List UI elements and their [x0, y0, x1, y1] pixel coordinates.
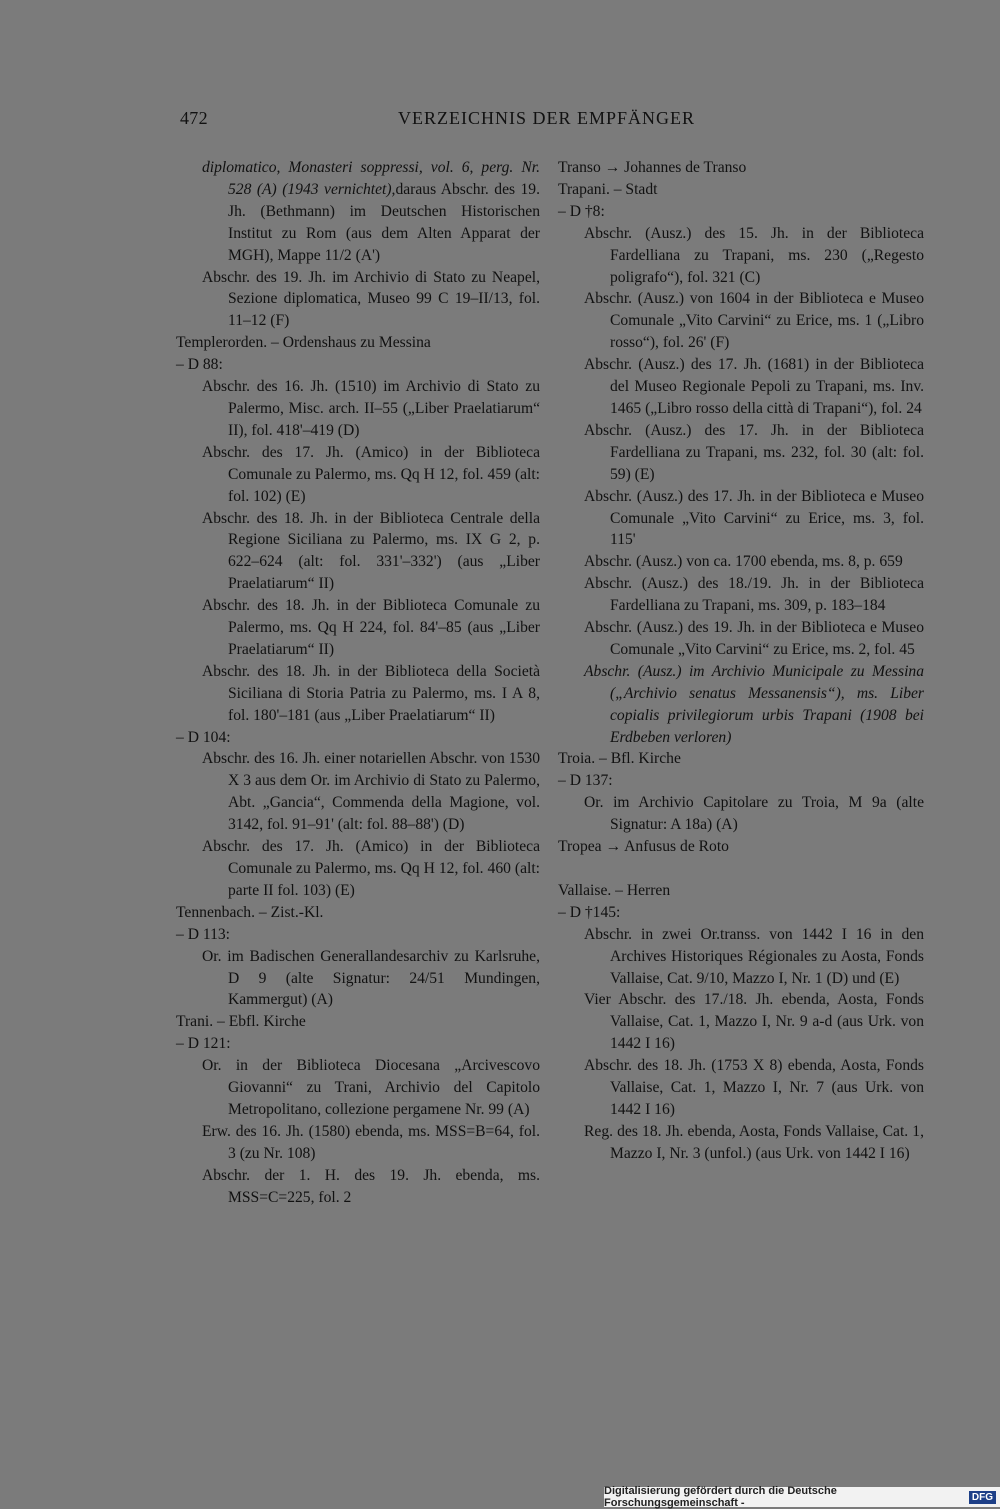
entry-text: Abschr. des 19. Jh. im Archivio di Stato zu Neapel, Sezione diplomatica, Museo 99 C 19–II/13, fol. 11–12 (F)	[202, 268, 540, 330]
index-entry	[558, 486, 924, 552]
index-entry	[558, 989, 924, 1055]
index-heading	[176, 1011, 540, 1033]
footer-text: Digitalisierung gefördert durch die Deutsche Forschungsgemeinschaft -	[604, 1485, 837, 1509]
entry-text: Or. im Archivio Capitolare zu Troia, M 9a (alte Signatur: A 18a) (A)	[584, 794, 924, 834]
index-heading	[176, 902, 540, 924]
entry-text: Abschr. des 16. Jh. einer notariellen Abschr. von 1530 X 3 aus dem Or. im Archivio di Stato zu Palermo, Abt. „Gancia“, Commenda della Magione, vol. 3142, fol. 91–91' (alt: fol. 88–88') (D)	[202, 750, 540, 834]
entry-text: Abschr. des 16. Jh. (1510) im Archivio di Stato zu Palermo, Misc. arch. II–55 („Liber Praelatiarum“ II), fol. 418'–419 (D)	[202, 378, 540, 439]
left-column	[176, 157, 540, 1209]
page-number: 472	[180, 108, 208, 128]
index-heading	[176, 727, 540, 749]
index-entry	[176, 442, 540, 508]
entry-text: Transo → Johannes de Transo	[558, 159, 747, 176]
index-entry	[176, 376, 540, 442]
index-heading	[558, 157, 924, 179]
entry-spacer	[558, 858, 924, 880]
page-header	[0, 104, 1000, 136]
entry-text: Abschr. (Ausz.) des 17. Jh. (1681) in der Biblioteca del Museo Regionale Pepoli zu Trapani, ms. Inv. 1465 („Libro rosso della città di Trapani“), fol. 24	[584, 356, 924, 417]
index-entry	[558, 288, 924, 354]
entry-text: Reg. des 18. Jh. ebenda, Aosta, Fonds Vallaise, Cat. 1, Mazzo I, Nr. 3 (unfol.) (aus Urk. von 1442 I 16)	[584, 1122, 924, 1162]
index-entry	[176, 508, 540, 596]
entry-text: – D 137:	[558, 772, 613, 790]
entry-text: Or. im Badischen Generallandesarchiv zu Karlsruhe, D 9 (alte Signatur: 24/51 Mundingen, Kammergut) (A)	[202, 947, 540, 1009]
entry-text: Abschr. in zwei Or.transs. von 1442 I 16 in den Archives Historiques Régionales zu Aosta, Fonds Vallaise, Cat. 9/10, Mazzo I, Nr. 1 (D) und (E)	[584, 925, 924, 987]
entry-text: Vallaise. – Herren	[558, 881, 671, 899]
index-entry	[558, 792, 924, 836]
index-entry	[176, 1121, 540, 1165]
entry-text: Or. in der Biblioteca Diocesana „Arcivescovo Giovanni“ zu Trani, Archivio del Capitolo Metropolitano, collezione pergamene Nr. 99 (A)	[202, 1057, 540, 1118]
entry-text: Abschr. (Ausz.) des 17. Jh. in der Biblioteca Fardelliana zu Trapani, ms. 232, fol. 30 (alt: fol. 59) (E)	[584, 421, 924, 483]
entry-text: Abschr. der 1. H. des 19. Jh. ebenda, ms. MSS=C=225, fol. 2	[202, 1166, 540, 1206]
index-entry	[176, 836, 540, 902]
right-column	[558, 157, 924, 1165]
index-heading	[558, 836, 924, 858]
entry-text: Abschr. des 18. Jh. (1753 X 8) ebenda, Aosta, Fonds Vallaise, Cat. 1, Mazzo I, Nr. 7 (aus Urk. von 1442 I 16)	[584, 1057, 924, 1118]
entry-text: – D 88:	[176, 356, 223, 374]
entry-text: Vier Abschr. des 17./18. Jh. ebenda, Aosta, Fonds Vallaise, Cat. 1, Mazzo I, Nr. 9 a-d (aus Urk. von 1442 I 16)	[584, 991, 924, 1053]
index-entry	[176, 1055, 540, 1121]
entry-text: – D 104:	[176, 728, 231, 746]
index-entry	[558, 661, 924, 749]
entry-text: Abschr. (Ausz.) des 18./19. Jh. in der Biblioteca Fardelliana zu Trapani, ms. 309, p. 183–184	[584, 575, 924, 615]
index-entry	[558, 1055, 924, 1121]
entry-text: – D †145:	[558, 903, 621, 921]
entry-text: Abschr. (Ausz.) von 1604 in der Biblioteca e Museo Comunale „Vito Carvini“ zu Erice, ms. 1 („Libro rosso“), fol. 26' (F)	[584, 290, 924, 352]
index-entry	[558, 573, 924, 617]
entry-text: Erw. des 16. Jh. (1580) ebenda, ms. MSS=B=64, fol. 3 (zu Nr. 108)	[202, 1122, 540, 1162]
index-entry	[558, 551, 924, 573]
index-entry	[176, 267, 540, 333]
index-heading	[558, 179, 924, 201]
entry-text: Abschr. des 18. Jh. in der Biblioteca Comunale zu Palermo, ms. Qq H 224, fol. 84'–85 (aus „Liber Praelatiarum“ II)	[202, 597, 540, 658]
index-heading	[176, 1033, 540, 1055]
index-entry	[176, 748, 540, 836]
index-entry	[558, 617, 924, 661]
entry-text: Abschr. (Ausz.) des 17. Jh. in der Biblioteca e Museo Comunale „Vito Carvini“ zu Erice, ms. 3, fol. 115'	[584, 487, 924, 549]
dfg-logo: DFG	[969, 1491, 996, 1504]
index-entry	[558, 354, 924, 420]
entry-italic: Abschr. (Ausz.) im Archivio Municipale zu Messina („Archivio senatus Messanensis“), ms. Liber copialis privilegiorum urbis Trapani (1908 bei Erdbeben verloren)	[584, 662, 924, 746]
entry-text: Abschr. (Ausz.) von ca. 1700 ebenda, ms. 8, p. 659	[584, 553, 903, 571]
index-heading	[558, 748, 924, 770]
index-entry	[558, 1121, 924, 1165]
index-heading	[558, 880, 924, 902]
entry-text: Abschr. des 18. Jh. in der Biblioteca Centrale della Regione Siciliana zu Palermo, ms. IX G 2, p. 622–624 (alt: fol. 331'–332') (aus „Liber Praelatiarum“ II)	[202, 509, 540, 593]
entry-text: Abschr. (Ausz.) des 15. Jh. in der Biblioteca Fardelliana zu Trapani, ms. 230 („Regesto poligrafo“), fol. 321 (C)	[584, 224, 924, 286]
index-heading	[176, 924, 540, 946]
entry-text: Trani. – Ebfl. Kirche	[176, 1013, 306, 1031]
entry-text: – D †8:	[558, 202, 605, 220]
entry-text: Templerorden. – Ordenshaus zu Messina	[176, 334, 431, 352]
index-entry	[558, 223, 924, 289]
entry-text: Trapani. – Stadt	[558, 180, 658, 198]
entry-text: Abschr. des 17. Jh. (Amico) in der Biblioteca Comunale zu Palermo, ms. Qq H 12, fol. 459 (alt: fol. 102) (E)	[202, 443, 540, 505]
entry-text: Troia. – Bfl. Kirche	[558, 750, 681, 768]
entry-text: Abschr. des 18. Jh. in der Biblioteca della Società Siciliana di Storia Patria zu Palermo, ms. I A 8, fol. 180'–181 (aus „Liber Praelatiarum“ II)	[202, 662, 540, 724]
index-heading	[176, 354, 540, 376]
entry-text: daraus Abschr. des 19. Jh. (Bethmann) im Deutschen Historischen Institut zu Rom (aus dem Alten Apparat der MGH), Mappe 11/2 (A')	[228, 180, 540, 264]
index-entry	[176, 661, 540, 727]
index-entry	[558, 420, 924, 486]
index-heading	[176, 332, 540, 354]
index-heading	[558, 902, 924, 924]
entry-text: – D 113:	[176, 925, 230, 943]
running-title: VERZEICHNIS DER EMPFÄNGER	[398, 108, 696, 128]
entry-text: Abschr. des 17. Jh. (Amico) in der Biblioteca Comunale zu Palermo, ms. Qq H 12, fol. 460 (alt: parte II fol. 103) (E)	[202, 838, 540, 899]
index-entry	[558, 924, 924, 990]
index-heading	[558, 201, 924, 223]
index-entry	[176, 595, 540, 661]
index-entry	[176, 157, 540, 267]
digitization-footer	[604, 1487, 1000, 1507]
entry-text: Tennenbach. – Zist.-Kl.	[176, 903, 324, 921]
index-entry	[176, 946, 540, 1012]
entry-italic: diplomatico, Monasteri soppressi, vol. 6, perg. Nr. 528 (A) (1943 vernichtet),	[202, 159, 540, 198]
entry-text: – D 121:	[176, 1035, 231, 1053]
entry-text: Tropea → Anfusus de Roto	[558, 838, 729, 856]
index-heading	[558, 770, 924, 792]
index-entry	[176, 1165, 540, 1209]
entry-text: Abschr. (Ausz.) des 19. Jh. in der Biblioteca e Museo Comunale „Vito Carvini“ zu Erice, ms. 2, fol. 45	[584, 619, 924, 658]
